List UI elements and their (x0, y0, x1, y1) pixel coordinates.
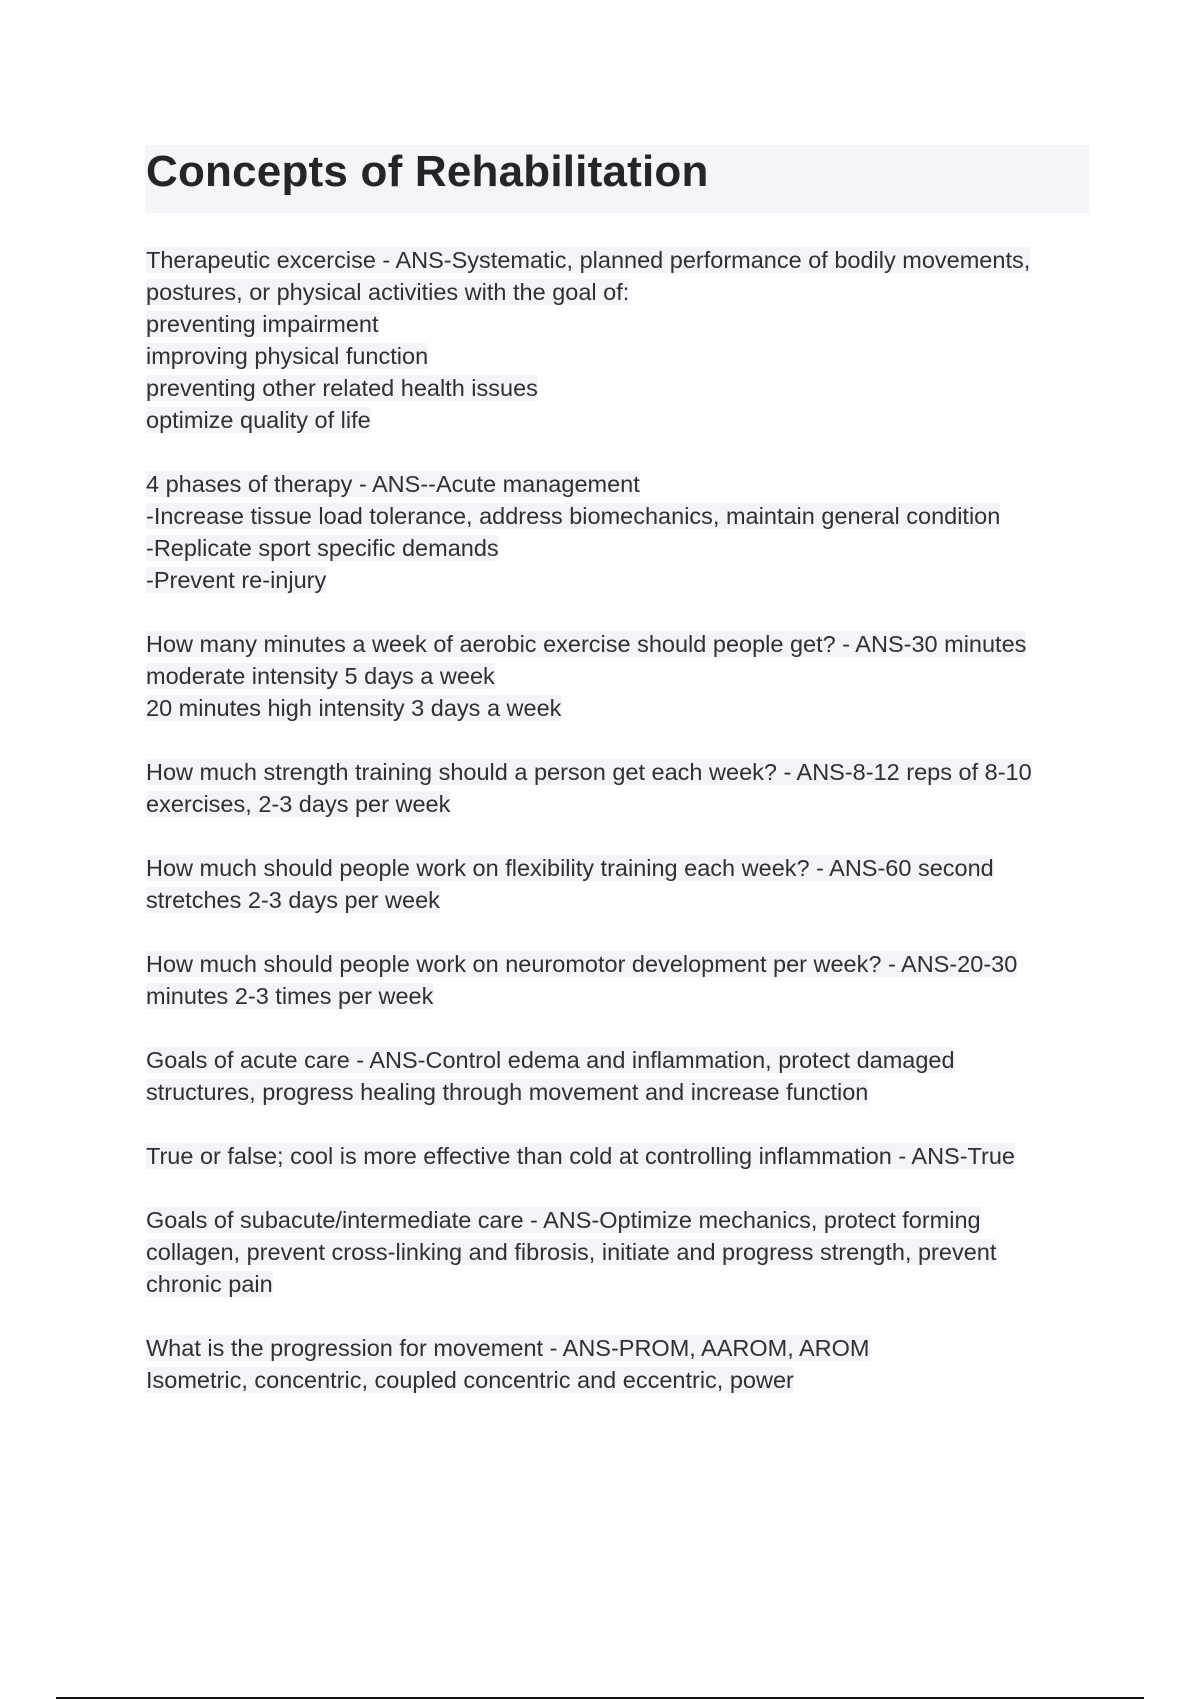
qa-entry-3 (146, 628, 1066, 724)
page-bottom-rule (56, 1697, 1144, 1699)
text-line: minutes 2-3 times per week (146, 983, 434, 1009)
text-line: Goals of subacute/intermediate care - ANS-Optimize mechanics, protect forming (146, 1207, 981, 1233)
qa-entry-5 (146, 852, 1066, 916)
qa-entry-7 (146, 1044, 1066, 1108)
qa-entry-1 (146, 244, 1066, 436)
qa-entry-9 (146, 1204, 1066, 1300)
qa-entry-4 (146, 756, 1066, 820)
text-line: improving physical function (146, 343, 429, 369)
text-line: -Replicate sport specific demands (146, 535, 499, 561)
text-line: preventing impairment (146, 311, 379, 337)
text-line: Goals of acute care - ANS-Control edema and inflammation, protect damaged (146, 1047, 955, 1073)
qa-entry-10 (146, 1332, 1066, 1396)
text-line: How many minutes a week of aerobic exercise should people get? - ANS-30 minutes (146, 631, 1027, 657)
text-line: optimize quality of life (146, 407, 371, 433)
text-line: How much should people work on flexibility training each week? - ANS-60 second (146, 855, 994, 881)
text-line: Isometric, concentric, coupled concentric and eccentric, power (146, 1367, 794, 1393)
text-line: preventing other related health issues (146, 375, 538, 401)
qa-entry-8 (146, 1140, 1066, 1172)
text-line: How much strength training should a person get each week? - ANS-8-12 reps of 8-10 (146, 759, 1032, 785)
qa-entry-2 (146, 468, 1066, 596)
text-line: collagen, prevent cross-linking and fibrosis, initiate and progress strength, prevent (146, 1239, 997, 1265)
text-line: 20 minutes high intensity 3 days a week (146, 695, 562, 721)
text-line: moderate intensity 5 days a week (146, 663, 495, 689)
text-line: 4 phases of therapy - ANS--Acute management (146, 471, 640, 497)
text-line: chronic pain (146, 1271, 273, 1297)
text-line: How much should people work on neuromotor development per week? - ANS-20-30 (146, 951, 1018, 977)
qa-list (146, 244, 1066, 1428)
text-line: Therapeutic excercise - ANS-Systematic, planned performance of bodily movements, (146, 247, 1031, 273)
text-line: stretches 2-3 days per week (146, 887, 440, 913)
text-line: True or false; cool is more effective than cold at controlling inflammation - ANS-True (146, 1143, 1016, 1169)
text-line: -Prevent re-injury (146, 567, 327, 593)
page-title: Concepts of Rehabilitation (146, 147, 709, 196)
qa-entry-6 (146, 948, 1066, 1012)
text-line: What is the progression for movement - ANS-PROM, AAROM, AROM (146, 1335, 870, 1361)
text-line: exercises, 2-3 days per week (146, 791, 451, 817)
text-line: -Increase tissue load tolerance, address biomechanics, maintain general condition (146, 503, 1001, 529)
text-line: structures, progress healing through movement and increase function (146, 1079, 869, 1105)
text-line: postures, or physical activities with the goal of: (146, 279, 630, 305)
